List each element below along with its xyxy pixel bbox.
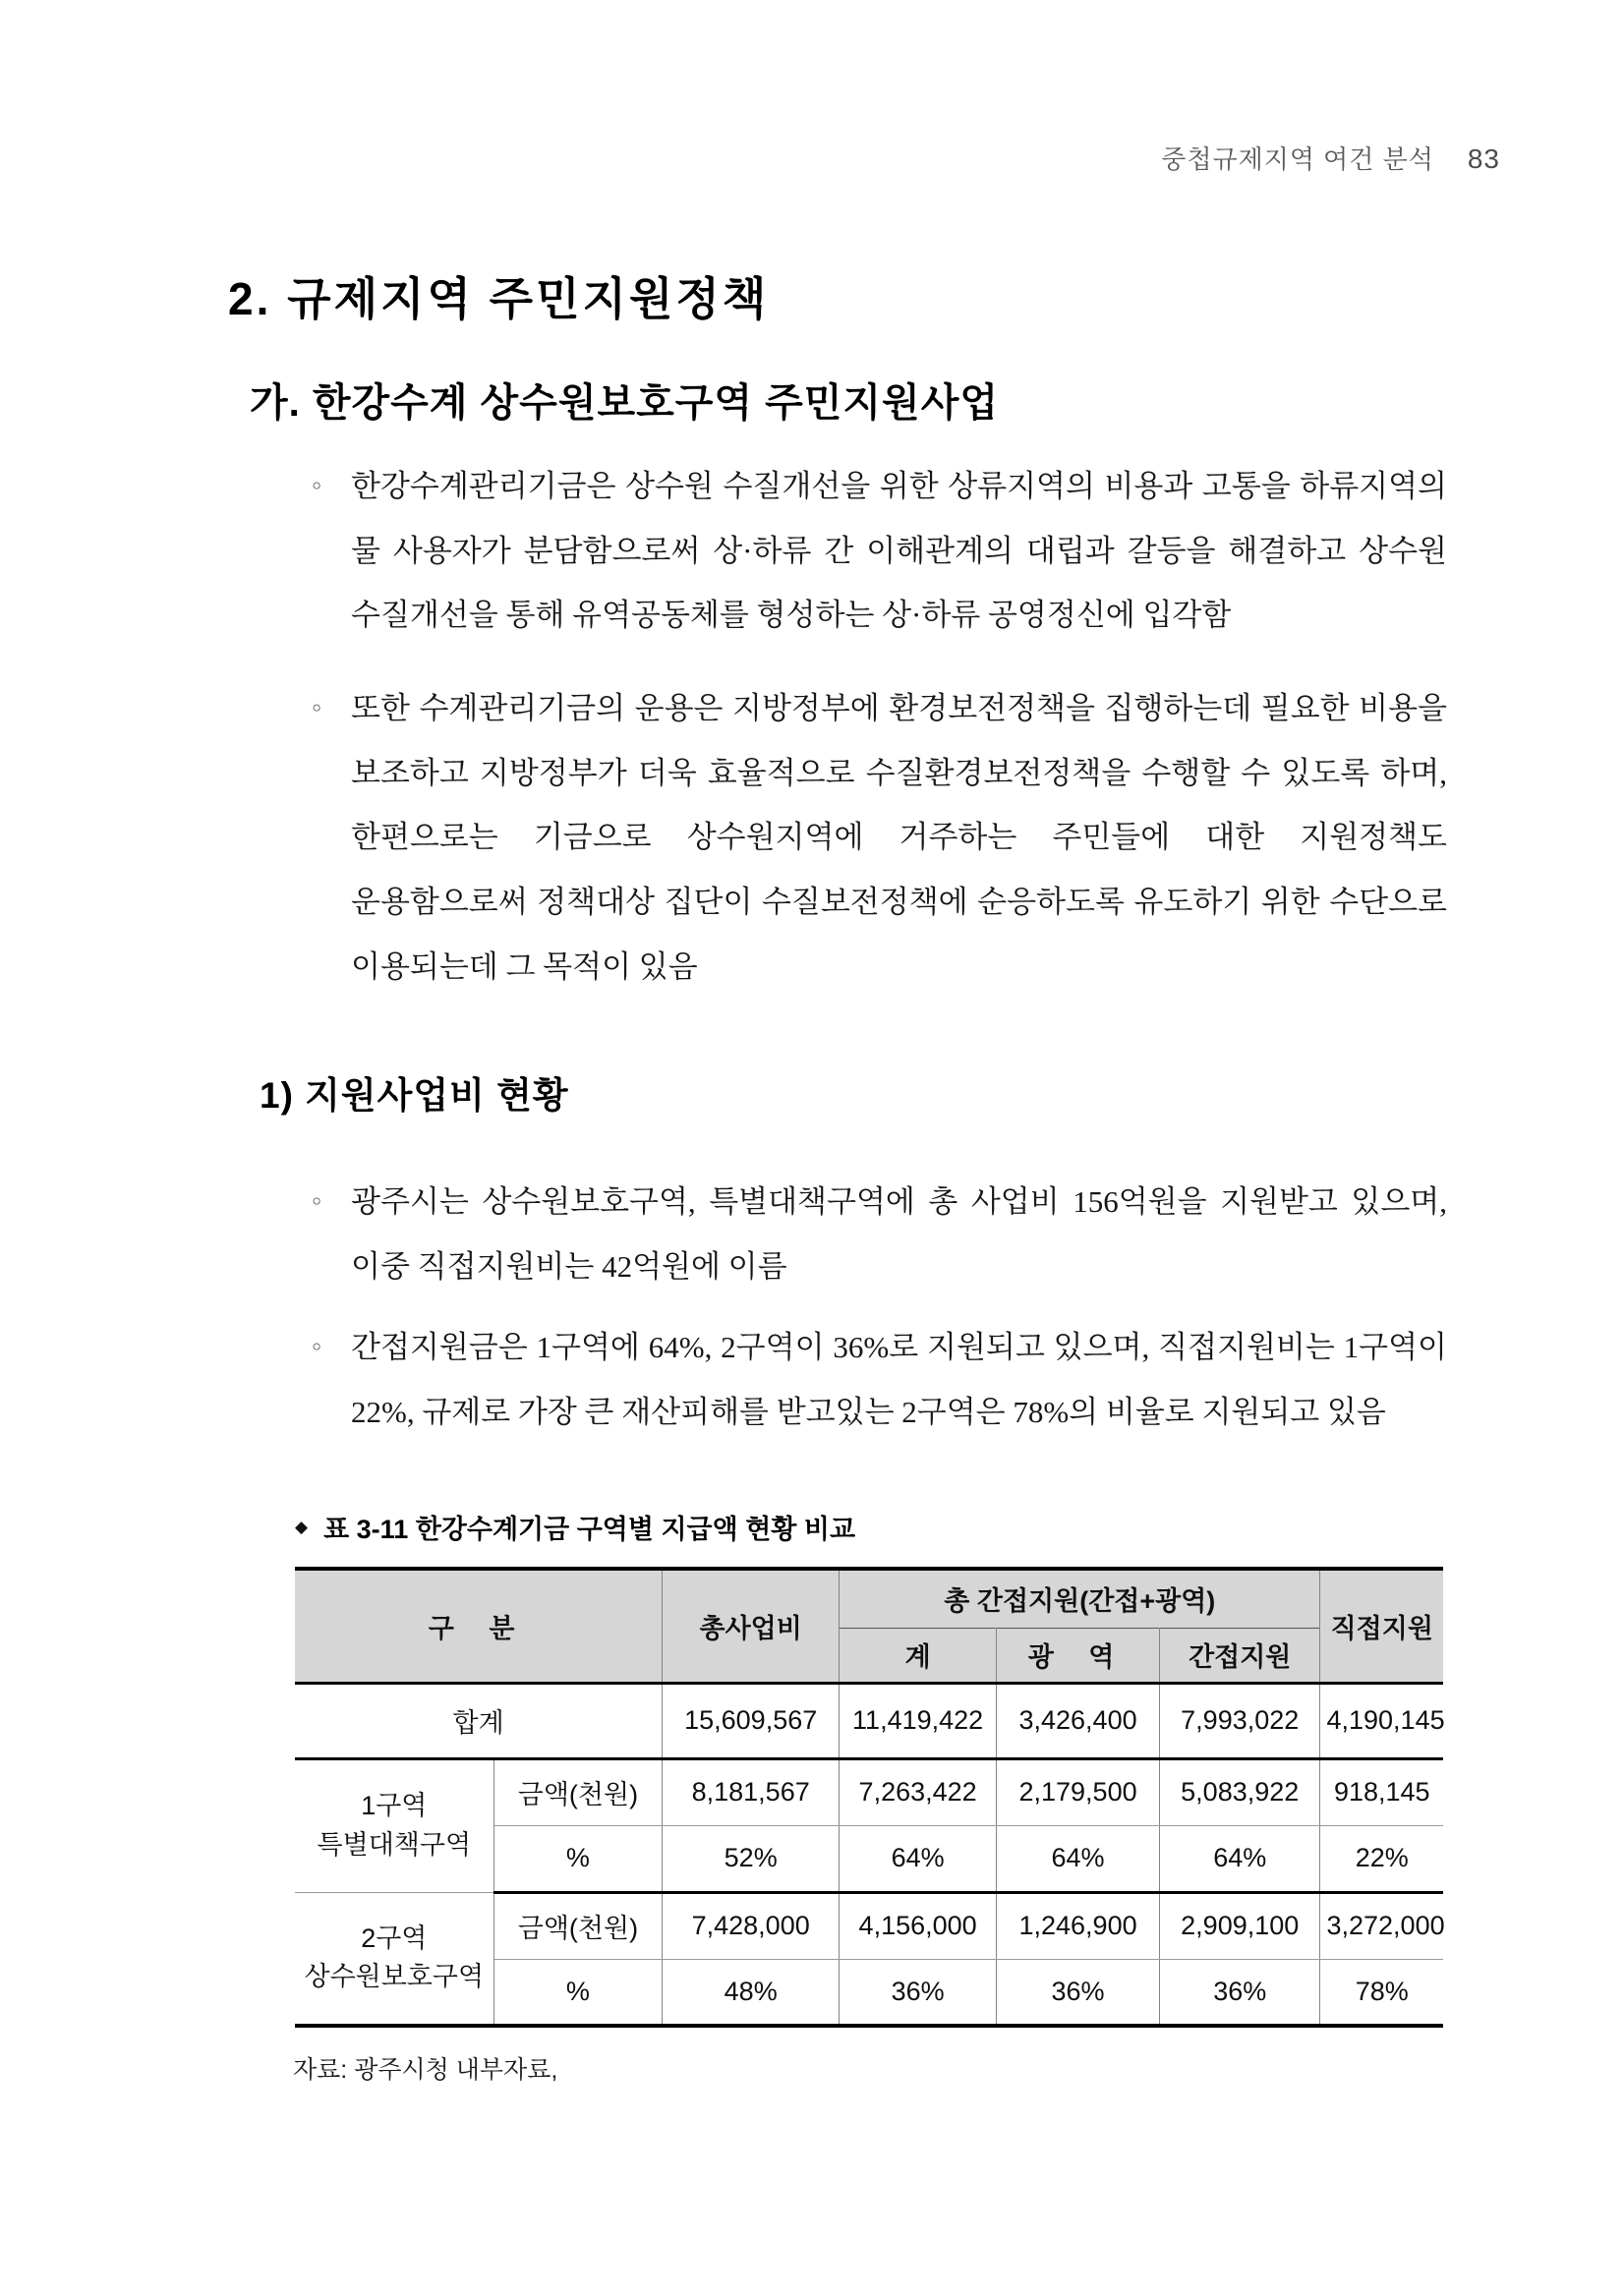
col-header-indirect-group: 총 간접지원(간접+광역): [840, 1569, 1320, 1628]
zone1-percent-label: %: [493, 1825, 663, 1892]
zone1-subname: 특별대책구역: [317, 1829, 472, 1860]
zone1-direct-pct: 22%: [1320, 1825, 1443, 1892]
zone1-indirect-pct: 64%: [1159, 1825, 1320, 1892]
zone1-total-cost: 8,181,567: [663, 1758, 840, 1825]
zone2-name: 2구역: [361, 1923, 428, 1954]
total-total-cost: 15,609,567: [663, 1683, 840, 1758]
col-header-regional: 광 역: [997, 1628, 1160, 1683]
data-table-container: [295, 1567, 1443, 2028]
total-direct: 4,190,145: [1320, 1683, 1443, 1758]
zone1-name: 1구역: [361, 1791, 428, 1821]
zone2-regional-pct: 36%: [997, 1959, 1160, 2026]
fund-comparison-table: [295, 1567, 1443, 2028]
page-number: 83: [1467, 144, 1500, 174]
zone1-regional: 2,179,500: [997, 1758, 1160, 1825]
zone1-indirect: 5,083,922: [1159, 1758, 1320, 1825]
numbered-subheading: 1) 지원사업비 현황: [260, 1075, 569, 1116]
zone1-indirect-sum-pct: 64%: [840, 1825, 997, 1892]
circle-bullet-icon: ◦: [310, 695, 324, 722]
table-row-zone1-amount: [295, 1758, 1443, 1825]
running-head-title: 중첩규제지역 여건 분석: [1161, 144, 1434, 174]
zone2-total-cost-pct: 48%: [663, 1959, 840, 2026]
zone1-regional-pct: 64%: [997, 1825, 1160, 1892]
zone2-indirect-pct: 36%: [1159, 1959, 1320, 2026]
total-indirect-sum: 11,419,422: [840, 1683, 997, 1758]
zone2-direct: 3,272,000: [1320, 1892, 1443, 1959]
table-row-zone2-amount: [295, 1892, 1443, 1959]
diamond-bullet-icon: ◆: [295, 1517, 309, 1537]
running-head: [1161, 140, 1500, 176]
bullet-paragraph-4: [310, 1315, 1447, 1444]
circle-bullet-icon: ◦: [310, 1188, 324, 1216]
bullet-paragraph-2: [310, 676, 1447, 1000]
table-row-total: [295, 1683, 1443, 1758]
bullet-paragraph-2-text: 또한 수계관리기금의 운용은 지방정부에 환경보전정책을 집행하는데 필요한 비용을 보조하고 지방정부가 더욱 효율적으로 수질환경보전정책을 수행할 수 있도록 하며, 한편으로는 기금으로 상수원지역에 거주하는 주민들에 대한 지원정책도 운용함으로써 정책대상 집단이 수질보전정책에 순응하도록 유도하기 위한 수단으로 이용되는데 그 목적이 있음: [351, 691, 1447, 984]
zone2-subname: 상수원보호구역: [304, 1962, 485, 1992]
total-regional: 3,426,400: [997, 1683, 1160, 1758]
zone1-amount-label: 금액(천원): [493, 1758, 663, 1825]
bullet-paragraph-1-text: 한강수계관리기금은 상수원 수질개선을 위한 상류지역의 비용과 고통을 하류지역의 물 사용자가 분담함으로써 상·하류 간 이해관계의 대립과 갈등을 해결하고 상수원 수질개선을 통해 유역공동체를 형성하는 상·하류 공영정신에 입각함: [351, 469, 1447, 633]
bullet-paragraph-4-text: 간접지원금은 1구역에 64%, 2구역이 36%로 지원되고 있으며, 직접지원비는 1구역이 22%, 규제로 가장 큰 재산피해를 받고있는 2구역은 78%의 비율로 지원되고 있음: [351, 1330, 1447, 1429]
circle-bullet-icon: ◦: [310, 1334, 324, 1361]
bullet-paragraph-3-text: 광주시는 상수원보호구역, 특별대책구역에 총 사업비 156억원을 지원받고 있으며, 이중 직접지원비는 42억원에 이름: [351, 1184, 1447, 1284]
subsection-title: 가. 한강수계 상수원보호구역 주민지원사업: [250, 381, 999, 425]
col-header-indirect: 간접지원: [1159, 1628, 1320, 1683]
zone2-indirect-sum-pct: 36%: [840, 1959, 997, 2026]
circle-bullet-icon: ◦: [310, 473, 324, 500]
zone1-label: [295, 1758, 493, 1892]
zone2-direct-pct: 78%: [1320, 1959, 1443, 2026]
col-header-total-cost: 총사업비: [663, 1569, 840, 1683]
zone2-indirect-sum: 4,156,000: [840, 1892, 997, 1959]
total-row-label: 합계: [295, 1683, 663, 1758]
col-header-sum: 계: [840, 1628, 997, 1683]
zone2-regional: 1,246,900: [997, 1892, 1160, 1959]
table-caption-text: 표 3-11 한강수계기금 구역별 지급액 현황 비교: [323, 1515, 856, 1544]
zone2-amount-label: 금액(천원): [493, 1892, 663, 1959]
col-header-category: 구 분: [295, 1569, 663, 1683]
zone1-direct: 918,145: [1320, 1758, 1443, 1825]
table-caption: [295, 1508, 855, 1546]
table-source-note: 자료: 광주시청 내부자료,: [293, 2056, 558, 2084]
section-title: 2. 규제지역 주민지원정책: [228, 273, 770, 324]
col-header-direct: 직접지원: [1320, 1569, 1443, 1683]
zone2-label: [295, 1892, 493, 2026]
bullet-paragraph-3: [310, 1170, 1447, 1298]
zone1-total-cost-pct: 52%: [663, 1825, 840, 1892]
zone2-total-cost: 7,428,000: [663, 1892, 840, 1959]
zone2-percent-label: %: [493, 1959, 663, 2026]
bullet-paragraph-1: [310, 454, 1447, 648]
zone1-indirect-sum: 7,263,422: [840, 1758, 997, 1825]
zone2-indirect: 2,909,100: [1159, 1892, 1320, 1959]
total-indirect: 7,993,022: [1159, 1683, 1320, 1758]
